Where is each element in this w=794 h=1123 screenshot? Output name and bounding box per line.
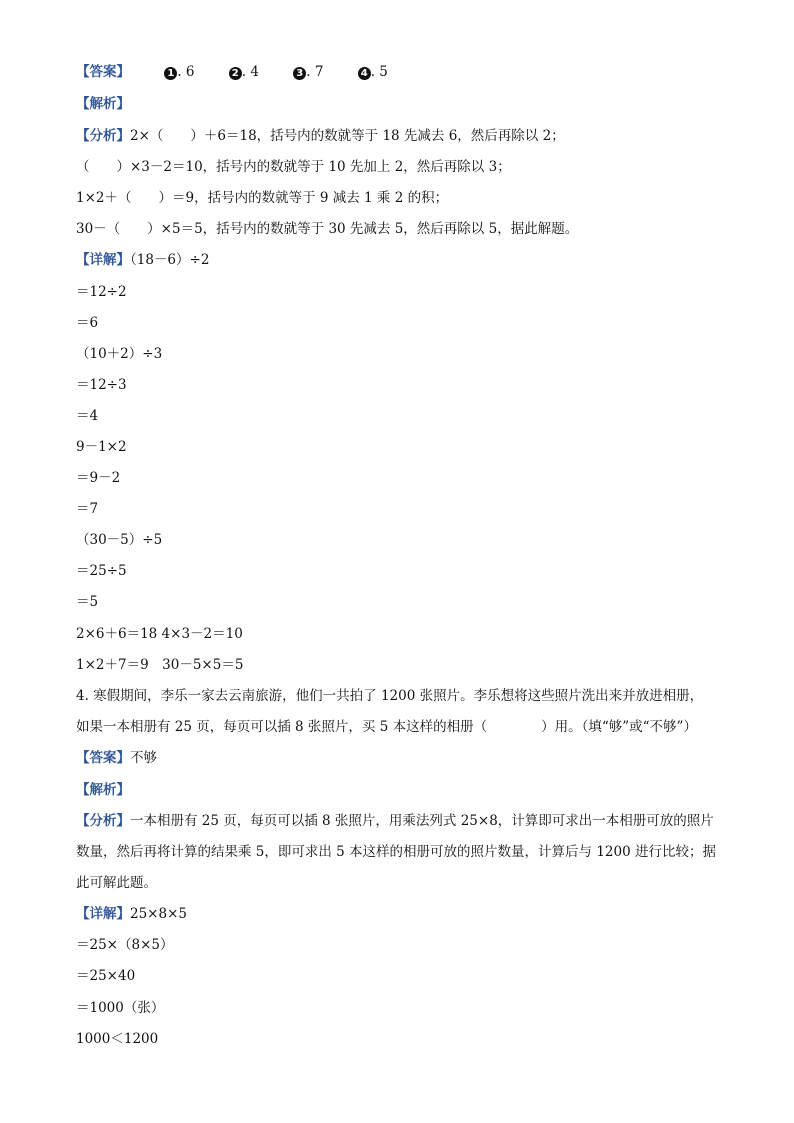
q4-question-line-1: 4. 寒假期间，李乐一家去云南旅游，他们一共拍了 1200 张照片。李乐想将这些照片洗出来并放进相册， [76,688,704,704]
q4-question-line-2: 如果一本相册有 25 页，每页可以插 8 张照片，买 5 本这样的相册（ ）用。（填“够”或“不够”） [76,719,697,735]
fenxi-tag: 【分析】 [76,813,130,829]
calc-step: ＝25×40 [76,968,136,984]
answer-value: 不够 [130,750,157,766]
q3-fenxi-line-3: 1×2＋（ ）＝9，括号内的数就等于 9 减去 1 乘 2 的积； [76,190,449,206]
calc-step: ＝1000（张） [76,1000,165,1016]
analysis-tag: 【解析】 [76,782,130,798]
calc-step: （10＋2）÷3 [76,346,163,362]
answer-item-1: 1 . 6 [164,62,194,82]
calc-step: ＝6 [76,315,99,331]
q3-fenxi-line-2: （ ）×3－2＝10，括号内的数就等于 10 先加上 2，然后再除以 3； [76,159,511,175]
calc-step: ＝25÷5 [76,563,127,579]
calc-step: 1×2＋7＝9 30－5×5＝5 [76,657,244,673]
calc-step: ＝5 [76,594,99,610]
xiangjie-tag: 【详解】 [76,906,130,922]
q4-analysis-heading [76,780,754,800]
calc-step: 2×6＋6＝18 4×3－2＝10 [76,626,243,642]
q3-fenxi-line-4: 30－（ ）×5＝5，括号内的数就等于 30 先减去 5，然后再除以 5，据此解题。 [76,221,579,237]
q3-answer-line [76,62,754,82]
circled-number-2-icon: 2 [229,67,242,80]
answer-tag: 【答案】 [76,64,130,80]
xiangjie-tag: 【详解】 [76,252,130,268]
calc-step: ＝4 [76,408,99,424]
q3-xiangjie-line-1: 【详解】（18－6）÷2 [76,252,210,268]
answer-tag: 【答案】 [76,750,130,766]
calc-step: ＝7 [76,501,99,517]
answer-item-4: 4 . 5 [358,62,388,82]
calc-step: ＝9－2 [76,470,121,486]
calc-step: 9－1×2 [76,439,127,455]
q4-answer-line [76,748,754,768]
calc-step: 1000＜1200 [76,1031,159,1047]
answer-item-2: 2 . 4 [229,62,259,82]
q4-fenxi-line-2: 数量，然后再将计算的结果乘 5，即可求出 5 本这样的相册可放的照片数量，计算后与 1200 进行比较；据 [76,844,716,860]
q4-xiangjie-line-1: 【详解】25×8×5 [76,906,187,922]
circled-number-4-icon: 4 [358,67,371,80]
analysis-tag: 【解析】 [76,96,130,112]
calc-step: ＝12÷2 [76,284,127,300]
circled-number-3-icon: 3 [293,67,306,80]
q3-analysis-heading [76,94,754,114]
calc-step: ＝25×（8×5） [76,937,174,953]
calc-step: （30－5）÷5 [76,532,163,548]
fenxi-tag: 【分析】 [76,128,130,144]
q3-fenxi-line-1: 【分析】2×（ ）＋6＝18，括号内的数就等于 18 先减去 6，然后再除以 2； [76,128,565,144]
calc-step: ＝12÷3 [76,377,127,393]
answer-item-3: 3 . 7 [293,62,323,82]
q4-fenxi-line-3: 此可解此题。 [76,875,157,891]
q4-fenxi-line-1: 【分析】一本相册有 25 页，每页可以插 8 张照片，用乘法列式 25×8，计算即可求出一本相册可放的照片 [76,813,714,829]
circled-number-1-icon: 1 [164,67,177,80]
